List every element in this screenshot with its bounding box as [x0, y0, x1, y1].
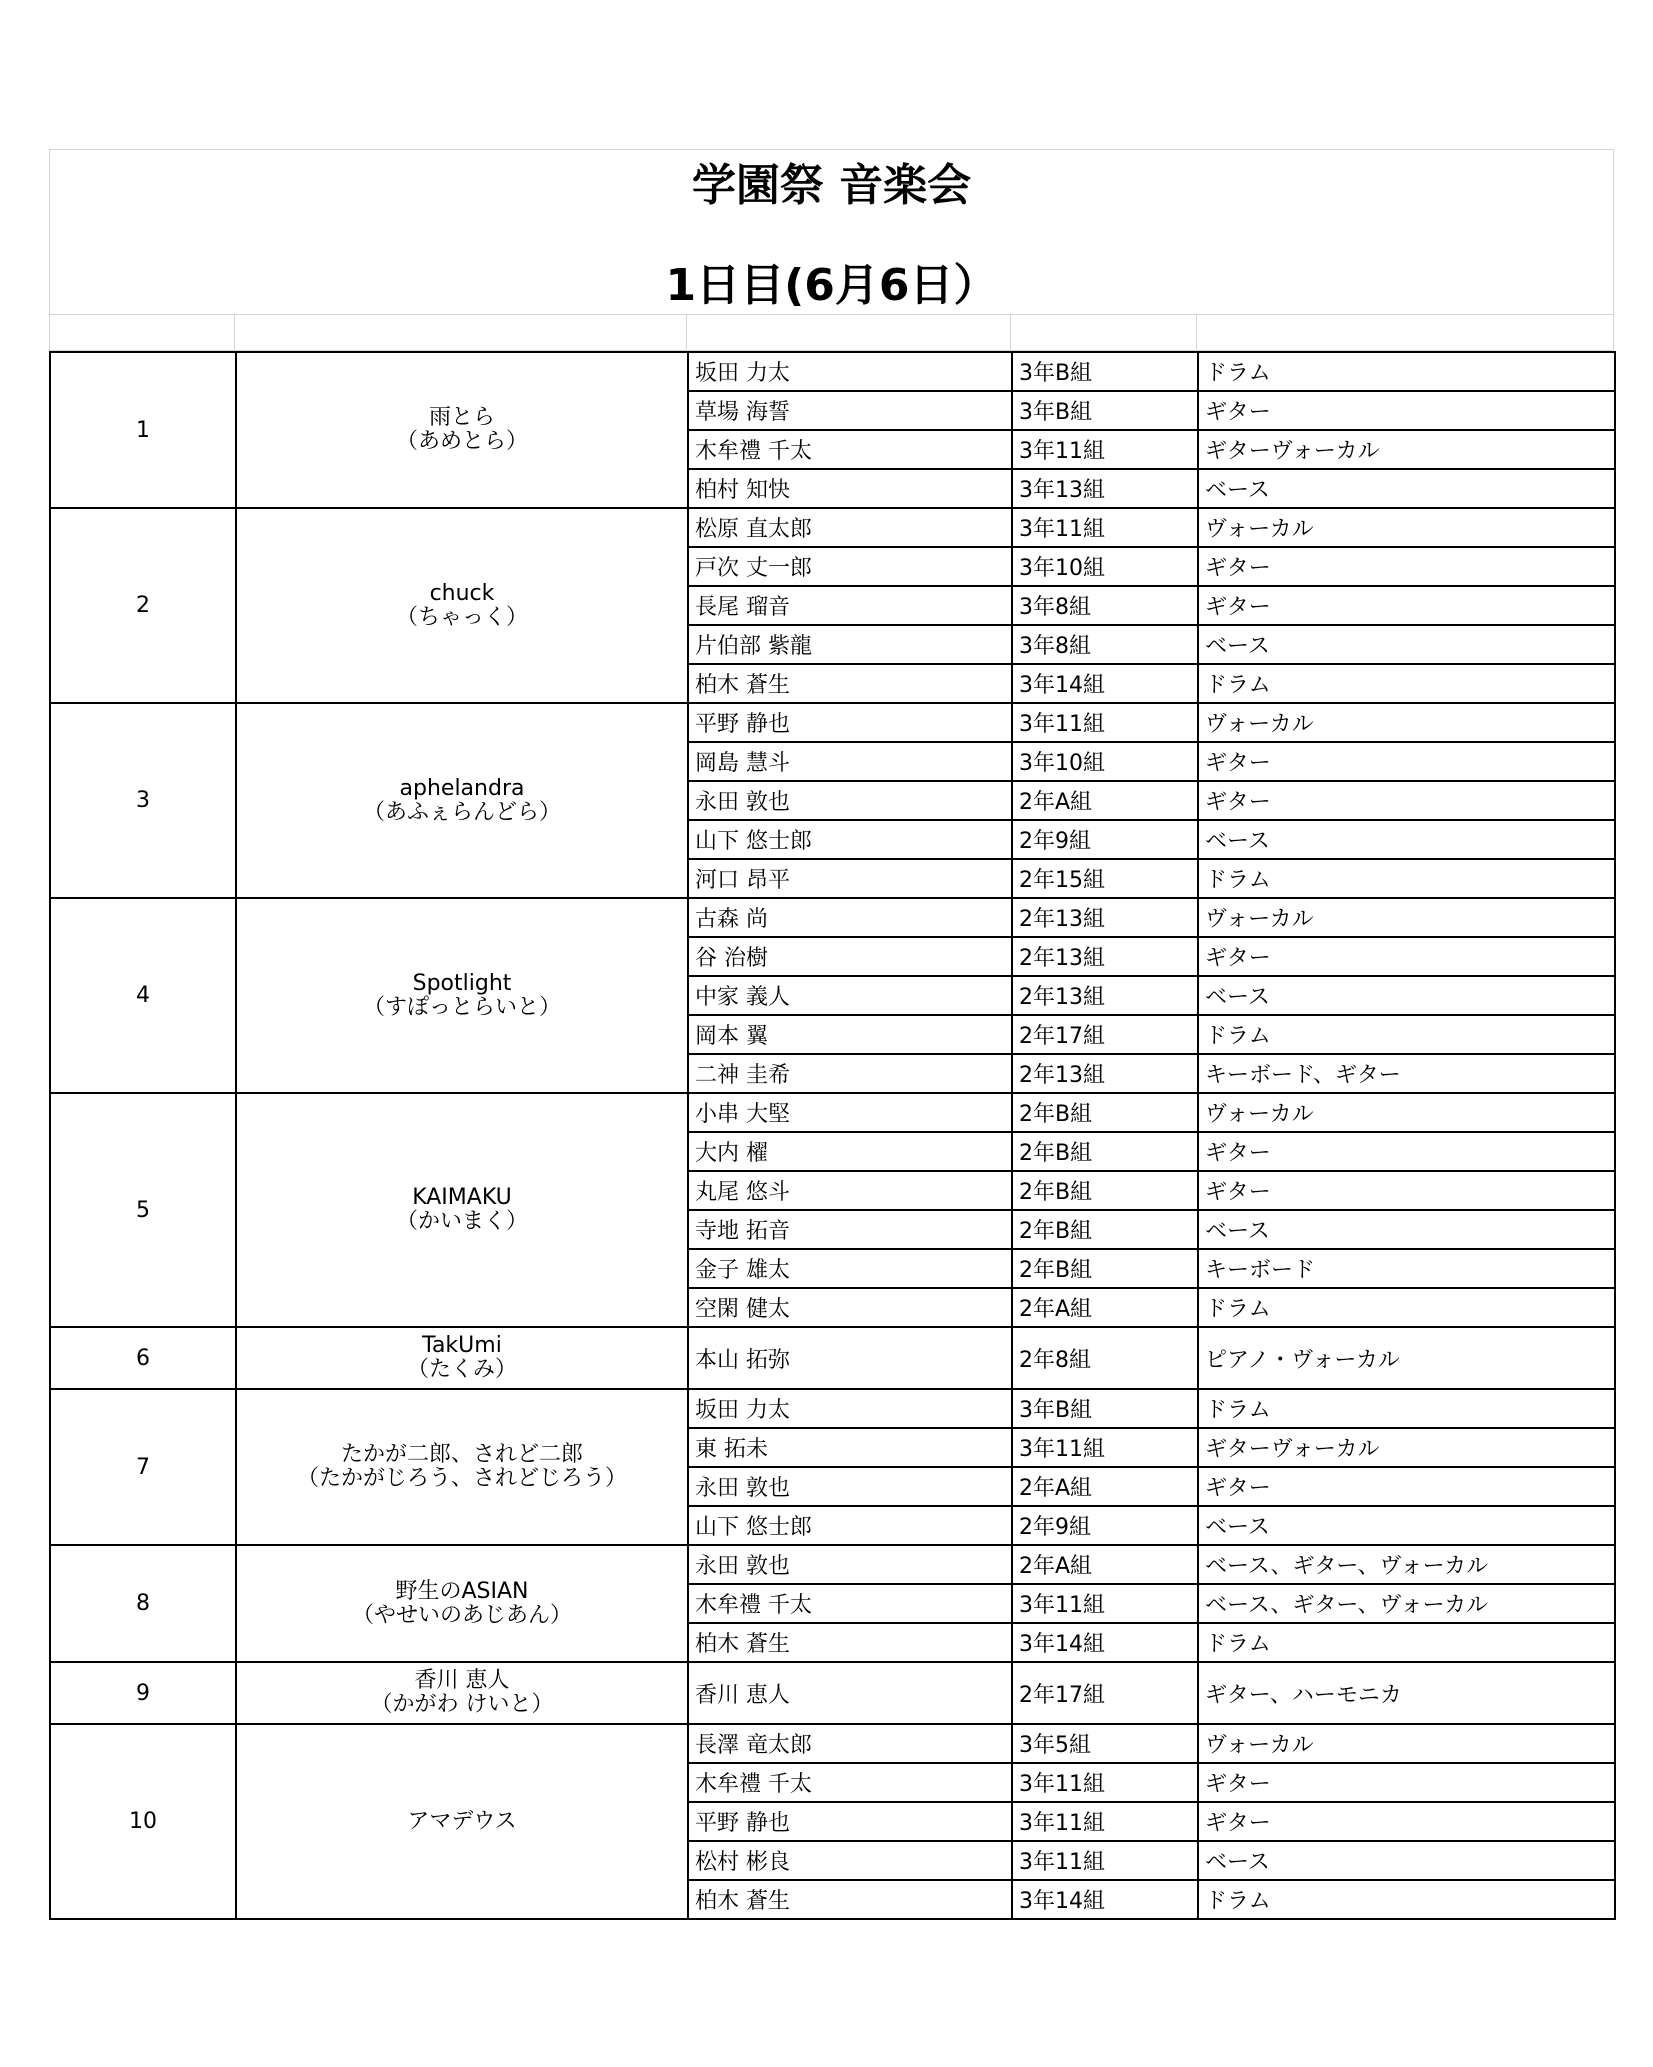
band-name-cell [236, 898, 688, 1093]
band-name-cell [236, 1389, 688, 1545]
member-class-cell: 3年11組 [1012, 1802, 1198, 1841]
member-name-cell: 小串 大堅 [688, 1093, 1012, 1132]
table-row [50, 1093, 1615, 1132]
member-part-cell: ヴォーカル [1198, 1093, 1615, 1132]
member-name-cell: 本山 拓弥 [688, 1327, 1012, 1389]
member-class-cell: 2年B組 [1012, 1171, 1198, 1210]
member-name-cell: 松村 彬良 [688, 1841, 1012, 1880]
member-class-cell: 3年B組 [1012, 391, 1198, 430]
member-class-cell: 3年11組 [1012, 508, 1198, 547]
member-class-cell: 2年B組 [1012, 1249, 1198, 1288]
member-name-cell: 山下 悠士郎 [688, 820, 1012, 859]
member-part-cell: ヴォーカル [1198, 508, 1615, 547]
band-number-cell: 8 [50, 1545, 236, 1662]
band-name-cell [236, 352, 688, 508]
empty-row [49, 315, 1614, 351]
empty-cell [1011, 315, 1197, 351]
band-number-cell: 4 [50, 898, 236, 1093]
member-part-cell: ベース、ギター、ヴォーカル [1198, 1584, 1615, 1623]
member-class-cell: 2年B組 [1012, 1132, 1198, 1171]
member-class-cell: 2年A組 [1012, 1545, 1198, 1584]
band-reading: （すぽっとらいと） [362, 994, 561, 1020]
member-part-cell: ヴォーカル [1198, 703, 1615, 742]
member-name-cell: 坂田 力太 [688, 1389, 1012, 1428]
member-part-cell: ヴォーカル [1198, 898, 1615, 937]
member-class-cell: 3年10組 [1012, 742, 1198, 781]
member-name-cell: 中家 義人 [688, 976, 1012, 1015]
table-row [50, 1724, 1615, 1763]
member-name-cell: 金子 雄太 [688, 1249, 1012, 1288]
band-reading: （やせいのあじあん） [351, 1602, 572, 1628]
member-part-cell: ギター [1198, 1171, 1615, 1210]
band-name: TakUmi [422, 1333, 502, 1358]
member-name-cell: 柏木 蒼生 [688, 1623, 1012, 1662]
member-part-cell: ベース [1198, 1506, 1615, 1545]
member-class-cell: 3年11組 [1012, 1763, 1198, 1802]
member-class-cell: 3年10組 [1012, 547, 1198, 586]
member-part-cell: ドラム [1198, 352, 1615, 391]
member-part-cell: ヴォーカル [1198, 1724, 1615, 1763]
member-part-cell: ベース [1198, 625, 1615, 664]
member-class-cell: 3年11組 [1012, 1841, 1198, 1880]
member-part-cell: ドラム [1198, 1015, 1615, 1054]
sheet [49, 149, 1614, 1920]
member-class-cell: 2年13組 [1012, 1054, 1198, 1093]
member-part-cell: ギター [1198, 1132, 1615, 1171]
member-name-cell: 平野 静也 [688, 1802, 1012, 1841]
band-name-cell [236, 1724, 688, 1919]
table-row [50, 352, 1615, 391]
band-number-cell: 6 [50, 1327, 236, 1389]
member-name-cell: 大内 櫂 [688, 1132, 1012, 1171]
member-part-cell: ピアノ・ヴォーカル [1198, 1327, 1615, 1389]
member-name-cell: 戸次 丈一郎 [688, 547, 1012, 586]
member-class-cell: 3年11組 [1012, 1584, 1198, 1623]
band-name-cell [236, 1662, 688, 1724]
band-number-cell: 2 [50, 508, 236, 703]
empty-cell [235, 315, 687, 351]
member-class-cell: 2年B組 [1012, 1093, 1198, 1132]
member-part-cell: ドラム [1198, 1389, 1615, 1428]
member-class-cell: 3年8組 [1012, 625, 1198, 664]
member-name-cell: 柏木 蒼生 [688, 664, 1012, 703]
member-class-cell: 2年8組 [1012, 1327, 1198, 1389]
member-part-cell: ギター [1198, 1467, 1615, 1506]
member-name-cell: 丸尾 悠斗 [688, 1171, 1012, 1210]
member-class-cell: 2年A組 [1012, 1467, 1198, 1506]
member-name-cell: 木牟禮 千太 [688, 430, 1012, 469]
band-name: 野生のASIAN [395, 1578, 529, 1604]
table-row [50, 898, 1615, 937]
member-part-cell: ベース [1198, 1841, 1615, 1880]
member-class-cell: 2年A組 [1012, 781, 1198, 820]
table-row [50, 1545, 1615, 1584]
band-name: aphelandra [399, 775, 525, 801]
member-name-cell: 木牟禮 千太 [688, 1763, 1012, 1802]
band-reading: （あふぇらんどら） [362, 799, 561, 825]
band-number-cell: 1 [50, 352, 236, 508]
member-class-cell: 3年B組 [1012, 1389, 1198, 1428]
band-name: 香川 恵人 [414, 1668, 510, 1693]
member-name-cell: 寺地 拓音 [688, 1210, 1012, 1249]
member-name-cell: 岡島 慧斗 [688, 742, 1012, 781]
empty-cell [687, 315, 1011, 351]
member-name-cell: 木牟禮 千太 [688, 1584, 1012, 1623]
empty-cell [1197, 315, 1614, 351]
member-name-cell: 坂田 力太 [688, 352, 1012, 391]
page-title: 学園祭 音楽会 [691, 160, 972, 211]
member-class-cell: 3年14組 [1012, 1880, 1198, 1919]
member-name-cell: 片伯部 紫龍 [688, 625, 1012, 664]
member-class-cell: 2年B組 [1012, 1210, 1198, 1249]
member-name-cell: 草場 海誓 [688, 391, 1012, 430]
table-row [50, 703, 1615, 742]
band-reading: （たかがじろう、されどじろう） [296, 1466, 627, 1491]
member-part-cell: ギター [1198, 1802, 1615, 1841]
member-class-cell: 3年11組 [1012, 1428, 1198, 1467]
member-class-cell: 3年B組 [1012, 352, 1198, 391]
band-reading: （かがわ けいと） [370, 1692, 554, 1717]
band-number-cell: 9 [50, 1662, 236, 1724]
table-row [50, 1327, 1615, 1389]
member-class-cell: 3年11組 [1012, 703, 1198, 742]
member-part-cell: ギター [1198, 391, 1615, 430]
member-class-cell: 2年15組 [1012, 859, 1198, 898]
member-class-cell: 2年17組 [1012, 1662, 1198, 1724]
member-part-cell: ギター [1198, 742, 1615, 781]
band-number-cell: 3 [50, 703, 236, 898]
member-name-cell: 松原 直太郎 [688, 508, 1012, 547]
member-name-cell: 柏村 知快 [688, 469, 1012, 508]
member-class-cell: 2年A組 [1012, 1288, 1198, 1327]
lineup-table [49, 351, 1616, 1920]
member-name-cell: 香川 恵人 [688, 1662, 1012, 1724]
member-part-cell: ドラム [1198, 1880, 1615, 1919]
member-part-cell: ベース [1198, 469, 1615, 508]
band-number-cell: 7 [50, 1389, 236, 1545]
member-class-cell: 3年8組 [1012, 586, 1198, 625]
member-class-cell: 2年17組 [1012, 1015, 1198, 1054]
member-part-cell: ギターヴォーカル [1198, 1428, 1615, 1467]
band-name-cell [236, 1327, 688, 1389]
member-part-cell: ベース [1198, 976, 1615, 1015]
member-name-cell: 二神 圭希 [688, 1054, 1012, 1093]
page-subtitle: 1日目(6月6日） [665, 260, 998, 311]
header-box [49, 149, 1614, 315]
member-part-cell: ベース [1198, 1210, 1615, 1249]
member-name-cell: 空閑 健太 [688, 1288, 1012, 1327]
member-class-cell: 2年13組 [1012, 937, 1198, 976]
member-part-cell: ドラム [1198, 664, 1615, 703]
band-name-cell [236, 508, 688, 703]
member-class-cell: 2年9組 [1012, 1506, 1198, 1545]
band-name: たかが二郎、されど二郎 [340, 1442, 583, 1467]
member-class-cell: 3年14組 [1012, 664, 1198, 703]
member-class-cell: 3年14組 [1012, 1623, 1198, 1662]
member-class-cell: 2年13組 [1012, 898, 1198, 937]
band-name: Spotlight [412, 970, 512, 996]
member-class-cell: 3年13組 [1012, 469, 1198, 508]
member-part-cell: ベース、ギター、ヴォーカル [1198, 1545, 1615, 1584]
member-name-cell: 東 拓未 [688, 1428, 1012, 1467]
empty-cell [49, 315, 235, 351]
member-part-cell: ドラム [1198, 859, 1615, 898]
member-part-cell: ギター、ハーモニカ [1198, 1662, 1615, 1724]
band-reading: （あめとら） [395, 429, 528, 454]
member-name-cell: 永田 敦也 [688, 781, 1012, 820]
band-name: chuck [429, 580, 495, 606]
band-name-cell [236, 1093, 688, 1327]
member-part-cell: ギター [1198, 1763, 1615, 1802]
band-name-cell [236, 703, 688, 898]
table-row [50, 1389, 1615, 1428]
member-name-cell: 平野 静也 [688, 703, 1012, 742]
member-name-cell: 永田 敦也 [688, 1467, 1012, 1506]
member-name-cell: 柏木 蒼生 [688, 1880, 1012, 1919]
member-name-cell: 河口 昂平 [688, 859, 1012, 898]
member-part-cell: キーボード、ギター [1198, 1054, 1615, 1093]
band-name: 雨とら [428, 405, 495, 430]
member-name-cell: 長尾 瑠音 [688, 586, 1012, 625]
member-part-cell: ギター [1198, 937, 1615, 976]
member-name-cell: 長澤 竜太郎 [688, 1724, 1012, 1763]
member-class-cell: 3年5組 [1012, 1724, 1198, 1763]
member-part-cell: ドラム [1198, 1288, 1615, 1327]
band-name-cell [236, 1545, 688, 1662]
member-part-cell: ギター [1198, 586, 1615, 625]
member-name-cell: 山下 悠士郎 [688, 1506, 1012, 1545]
member-name-cell: 岡本 翼 [688, 1015, 1012, 1054]
member-part-cell: ベース [1198, 820, 1615, 859]
member-part-cell: ギター [1198, 781, 1615, 820]
member-part-cell: ギターヴォーカル [1198, 430, 1615, 469]
band-reading: （たくみ） [406, 1357, 517, 1382]
band-reading: （かいまく） [395, 1209, 528, 1234]
band-name: KAIMAKU [412, 1185, 512, 1210]
band-number-cell: 5 [50, 1093, 236, 1327]
member-part-cell: ドラム [1198, 1623, 1615, 1662]
band-number-cell: 10 [50, 1724, 236, 1919]
table-row [50, 1662, 1615, 1724]
member-part-cell: ギター [1198, 547, 1615, 586]
member-class-cell: 2年9組 [1012, 820, 1198, 859]
member-name-cell: 永田 敦也 [688, 1545, 1012, 1584]
table-row [50, 508, 1615, 547]
member-class-cell: 2年13組 [1012, 976, 1198, 1015]
band-reading: （ちゃっく） [395, 604, 528, 630]
member-name-cell: 谷 治樹 [688, 937, 1012, 976]
member-name-cell: 古森 尚 [688, 898, 1012, 937]
member-class-cell: 3年11組 [1012, 430, 1198, 469]
member-part-cell: キーボード [1198, 1249, 1615, 1288]
band-name: アマデウス [407, 1808, 517, 1834]
